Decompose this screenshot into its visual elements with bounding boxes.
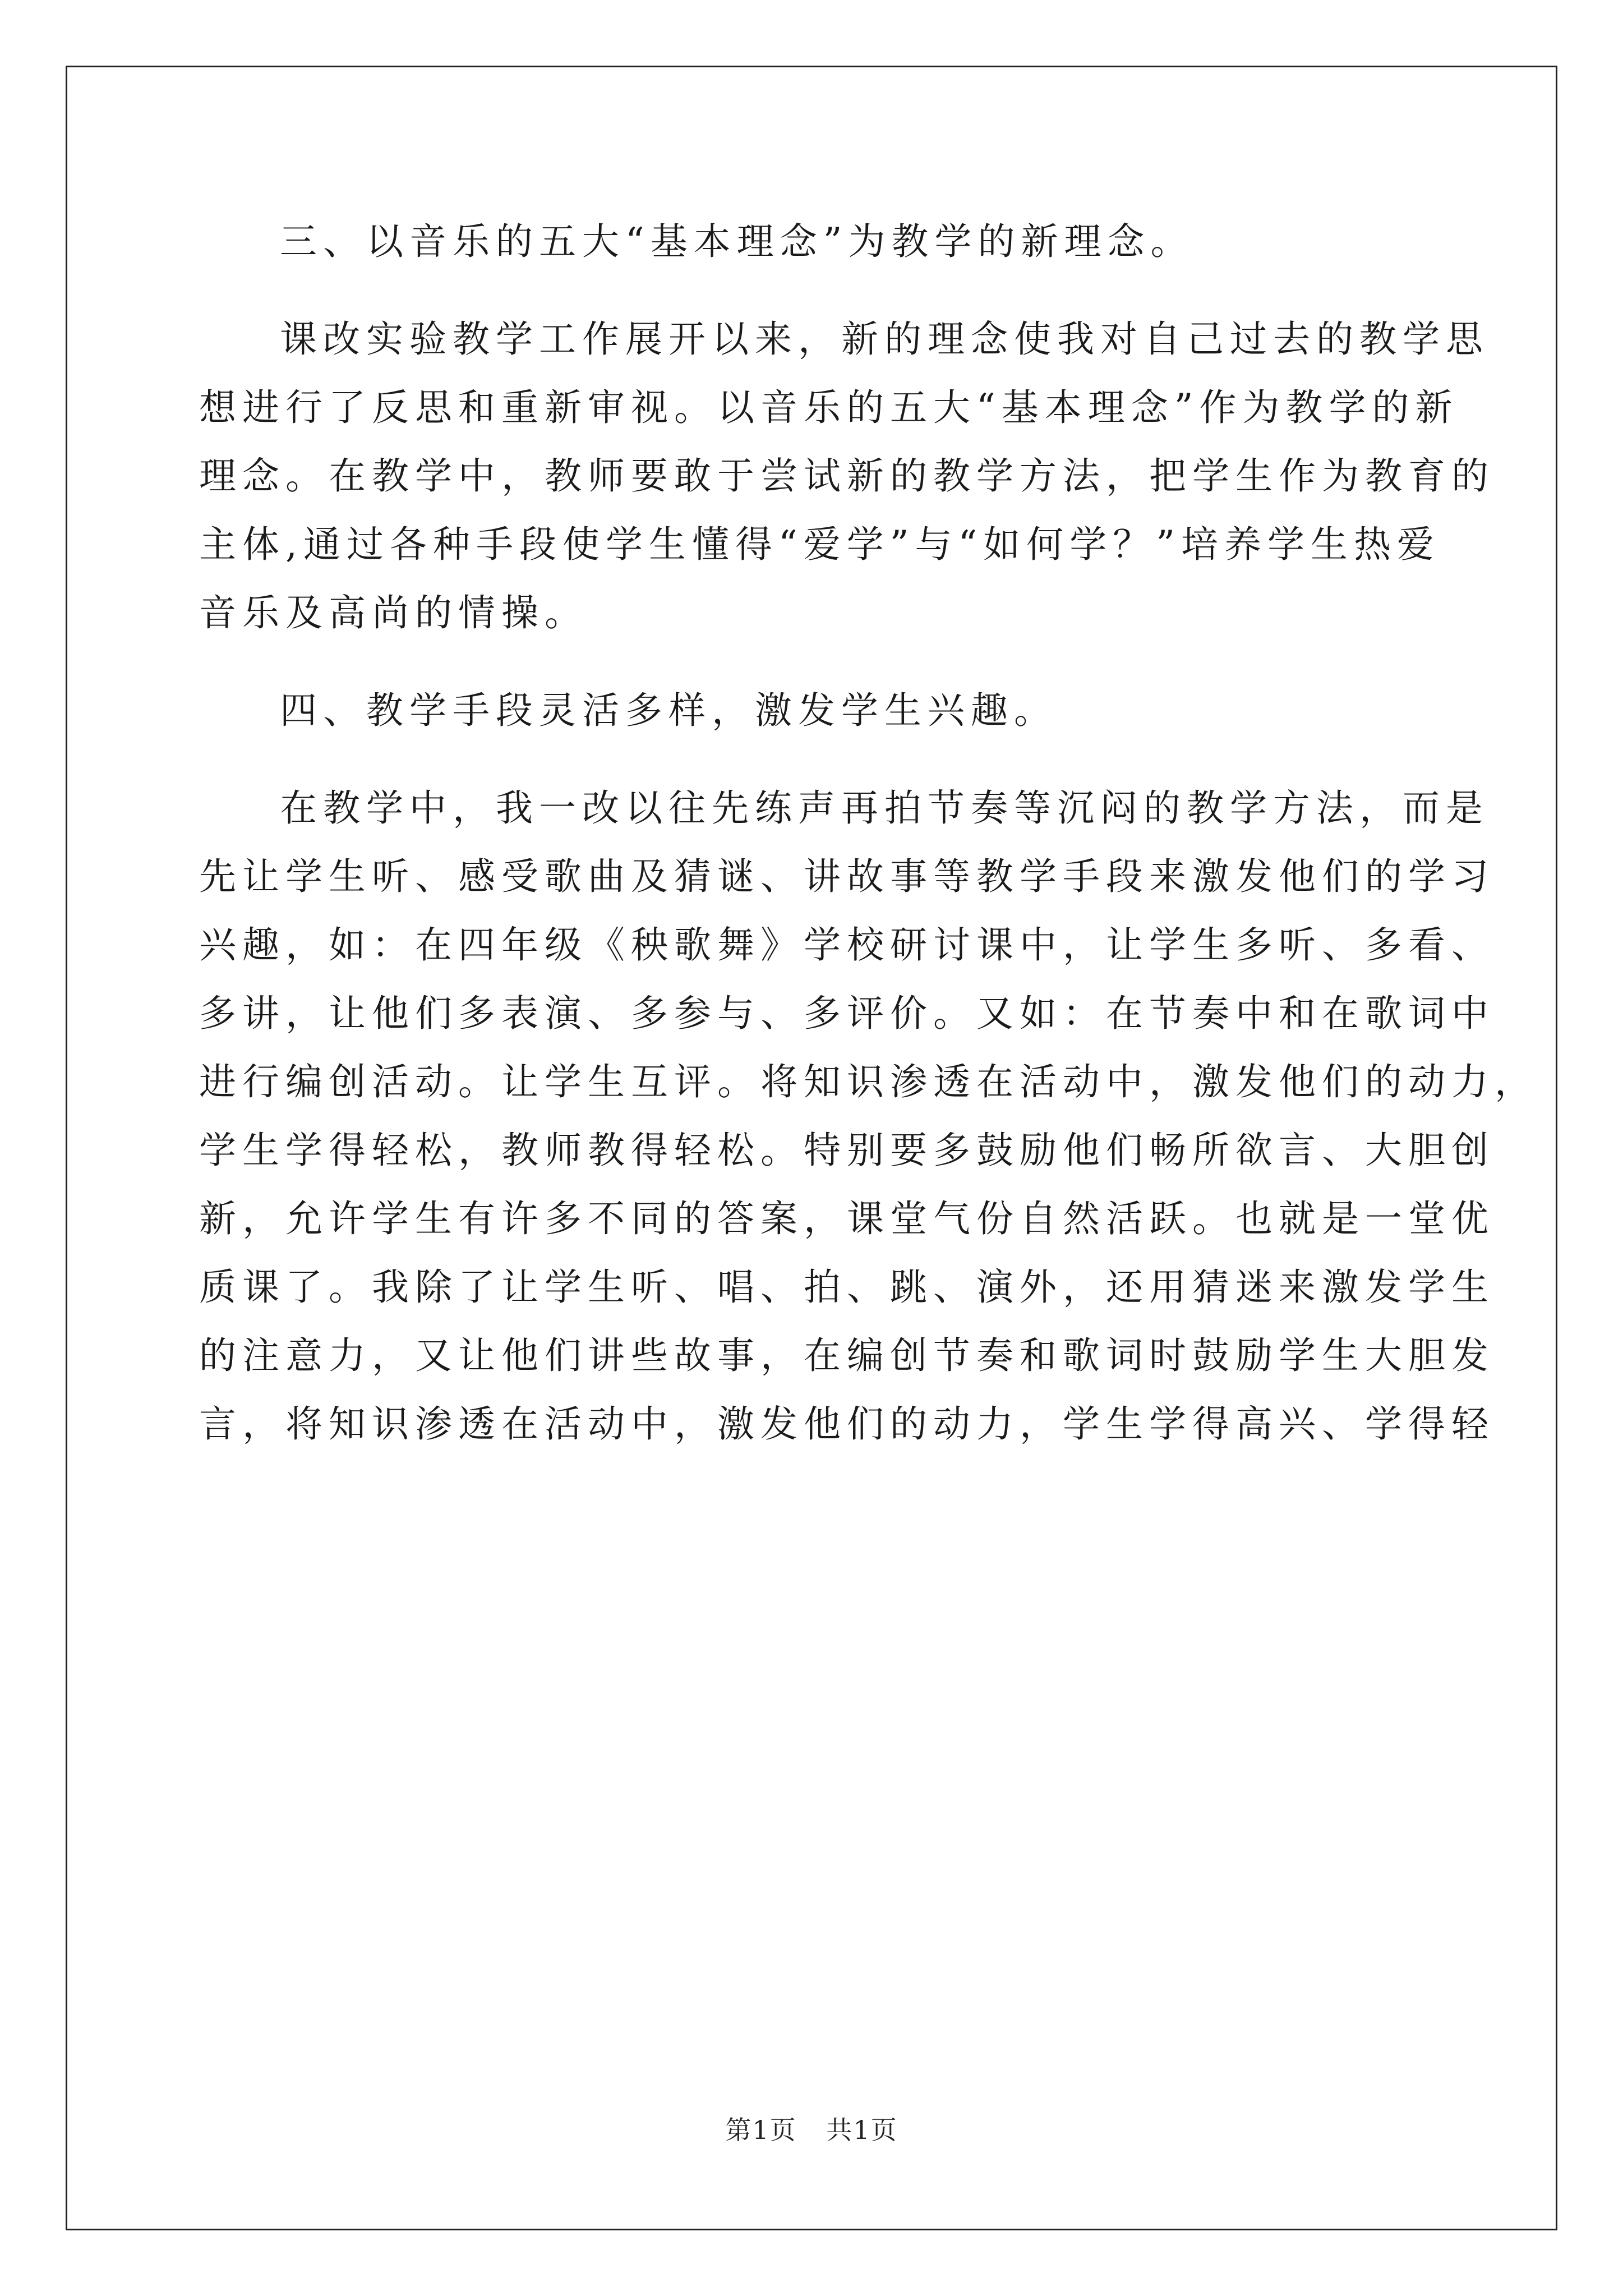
paragraph-heading-3 [199, 208, 1433, 276]
page-footer [0, 2113, 1623, 2147]
page-total: 共1页 [826, 2115, 898, 2145]
paragraph-body-3 [199, 305, 1495, 647]
text-line: 想进行了反思和重新审视。以音乐的五大“基本理念”作为教学的新 [199, 386, 1459, 429]
paragraph-heading-4 [199, 677, 1433, 745]
text-line: 新，允许学生有许多不同的答案，课堂气份自然活跃。也就是一堂优 [199, 1197, 1495, 1240]
paragraph-body-4 [199, 774, 1538, 1458]
text-line: 质课了。我除了让学生听、唱、拍、跳、演外，还用猜迷来激发学生 [199, 1266, 1495, 1309]
text-line: 先让学生听、感受歌曲及猜谜、讲故事等教学手段来激发他们的学习 [199, 855, 1495, 898]
text-line: 多讲，让他们多表演、多参与、多评价。又如：在节奏中和在歌词中 [199, 992, 1495, 1035]
text-line: 三、以音乐的五大“基本理念”为教学的新理念。 [280, 220, 1194, 263]
text-line: 四、教学手段灵活多样，激发学生兴趣。 [280, 689, 1057, 732]
text-line: 课改实验教学工作展开以来，新的理念使我对自己过去的教学思 [280, 318, 1489, 361]
text-line: 理念。在教学中，教师要敢于尝试新的教学方法，把学生作为教育的 [199, 454, 1495, 498]
text-line: 的注意力，又让他们讲些故事，在编创节奏和歌词时鼓励学生大胆发 [199, 1334, 1495, 1377]
text-line: 主体,通过各种手段使学生懂得“爱学”与“如何学？”培养学生热爱 [199, 523, 1440, 566]
document-body [199, 208, 1538, 1458]
text-line: 兴趣，如：在四年级《秧歌舞》学校研讨课中，让学生多听、多看、 [199, 923, 1495, 967]
text-line: 音乐及高尚的情操。 [199, 591, 588, 634]
text-line: 学生学得轻松，教师教得轻松。特别要多鼓励他们畅所欲言、大胆创 [199, 1129, 1495, 1172]
page-number: 第1页 [725, 2115, 797, 2145]
text-line: 进行编创活动。让学生互评。将知识渗透在活动中，激发他们的动力， [199, 1060, 1538, 1103]
text-line: 言，将知识渗透在活动中，激发他们的动力，学生学得高兴、学得轻 [199, 1402, 1495, 1446]
text-line: 在教学中，我一改以往先练声再拍节奏等沉闷的教学方法，而是 [280, 786, 1489, 830]
